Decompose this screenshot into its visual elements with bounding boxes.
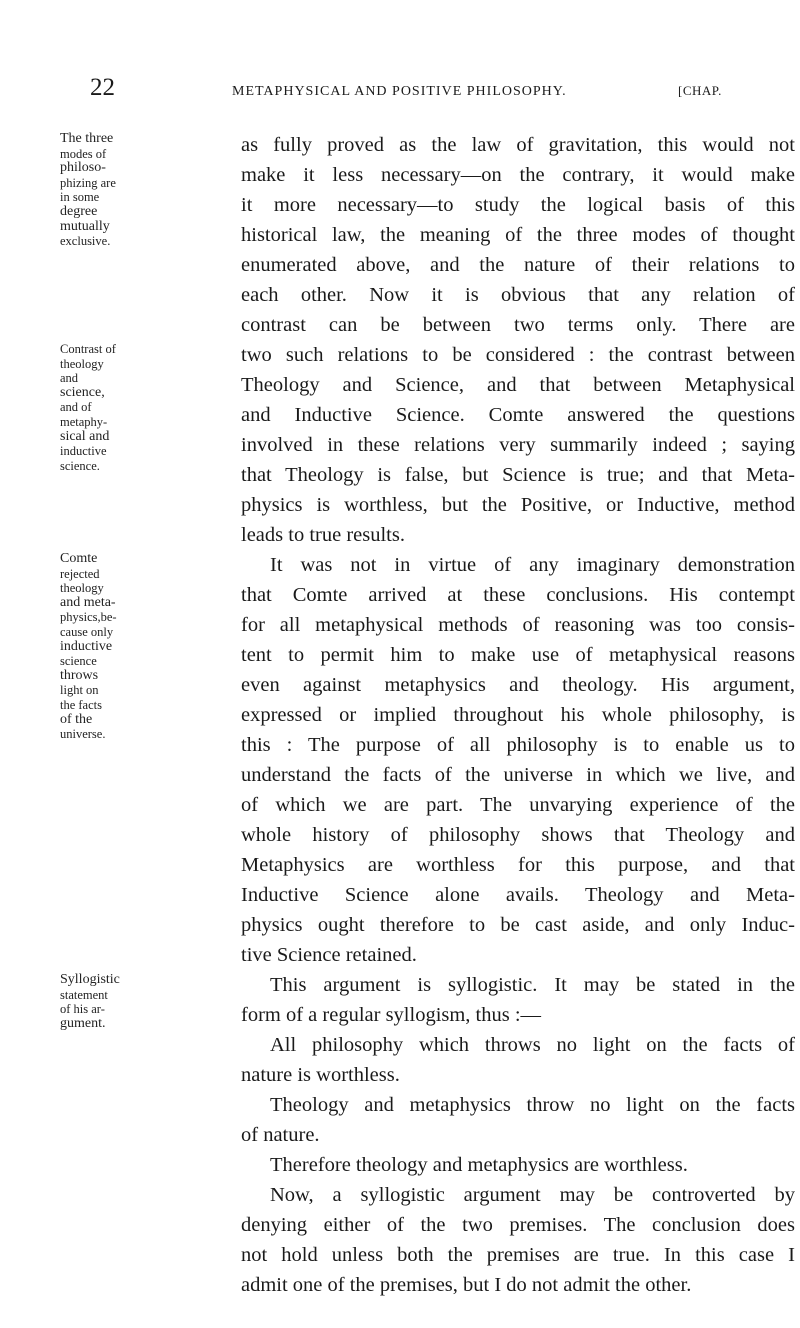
sidenote-line: theology xyxy=(60,356,104,371)
body-line: leads to true results. xyxy=(241,524,405,546)
sidenote-contrast xyxy=(60,342,132,473)
sidenote-line: and meta- xyxy=(60,594,116,610)
body-line: of which we are part. The unvarying experience of the xyxy=(241,794,795,816)
body-line: as fully proved as the law of gravitation, this would not xyxy=(241,134,795,156)
sidenote-line: Contrast of xyxy=(60,342,116,356)
sidenote-line: Syllogistic xyxy=(60,972,120,987)
body-line: expressed or implied throughout his whole philosophy, is xyxy=(241,704,795,726)
sidenote-line: of the xyxy=(60,711,93,727)
syllogism-major-premise-cont: nature is worthless. xyxy=(241,1064,400,1086)
running-title: METAPHYSICAL AND POSITIVE PHILOSOPHY. xyxy=(232,84,567,99)
sidenote-line: throws xyxy=(60,667,99,683)
body-line: not hold unless both the premises are true. In this case I xyxy=(241,1244,795,1266)
sidenote-line: of his ar- xyxy=(60,1002,105,1017)
body-line: enumerated above, and the nature of their relations to xyxy=(241,254,795,276)
body-line: physics ought therefore to be cast aside, and only Induc- xyxy=(241,914,795,936)
sidenote-line: sical and xyxy=(60,428,110,444)
chapter-marker: [CHAP. xyxy=(678,83,722,98)
sidenote-line: statement xyxy=(60,987,108,1002)
sidenote-line: exclusive. xyxy=(60,234,111,249)
body-line: involved in these relations very summarily indeed ; saying xyxy=(241,434,795,456)
sidenote-line: mutually xyxy=(60,218,110,234)
sidenote-line: philoso- xyxy=(60,160,106,176)
sidenote-line: theology xyxy=(60,581,104,596)
body-line: tent to permit him to make use of metaphysical reasons xyxy=(241,644,795,666)
body-line: that Comte arrived at these conclusions. His contempt xyxy=(241,584,795,606)
sidenote-line: gument. xyxy=(60,1015,106,1031)
body-line: make it less necessary—on the contrary, it would make xyxy=(241,164,795,186)
body-line: it more necessary—to study the logical basis of this xyxy=(241,194,795,216)
sidenote-line: and xyxy=(60,371,79,386)
sidenote-line: physics,be- xyxy=(60,610,117,625)
body-line: that Theology is false, but Science is true; and that Meta- xyxy=(241,464,795,486)
sidenote-line: in some xyxy=(60,190,100,205)
sidenote-line: Comte xyxy=(60,551,98,566)
sidenote-line: light on xyxy=(60,683,99,698)
body-line: understand the facts of the universe in which we live, and xyxy=(241,764,795,786)
body-line: even against metaphysics and theology. His argument, xyxy=(241,674,795,696)
body-line: each other. Now it is obvious that any relation of xyxy=(241,284,795,306)
body-line: It was not in virtue of any imaginary demonstration xyxy=(270,554,795,576)
sidenote-line: degree xyxy=(60,203,98,219)
sidenote-syllogistic xyxy=(60,973,132,1031)
sidenote-line: science, xyxy=(60,384,105,400)
sidenote-comte-rejected xyxy=(60,552,132,742)
page-number: 22 xyxy=(90,74,115,101)
sidenote-line: The three xyxy=(60,131,114,146)
body-line: form of a regular syllogism, thus :— xyxy=(241,1004,542,1026)
sidenote-line: metaphy- xyxy=(60,414,108,429)
syllogism-minor-premise-cont: of nature. xyxy=(241,1124,320,1146)
body-line: This argument is syllogistic. It may be stated in the xyxy=(270,974,795,996)
sidenote-line: universe. xyxy=(60,727,106,742)
body-line: this : The purpose of all philosophy is to enable us to xyxy=(241,734,795,756)
sidenote-line: and of xyxy=(60,400,92,415)
syllogism-conclusion: Therefore theology and metaphysics are worthless. xyxy=(270,1154,688,1176)
body-line: physics is worthless, but the Positive, or Inductive, method xyxy=(241,494,795,516)
body-line: and Inductive Science. Comte answered the questions xyxy=(241,404,795,426)
body-line: Now, a syllogistic argument may be controverted by xyxy=(270,1184,795,1206)
sidenote-line: phizing are xyxy=(60,175,116,190)
body-line: Metaphysics are worthless for this purpose, and that xyxy=(241,854,795,876)
body-line: admit one of the premises, but I do not admit the other. xyxy=(241,1274,692,1296)
body-line: tive Science retained. xyxy=(241,944,417,966)
syllogism-minor-premise: Theology and metaphysics throw no light on the facts xyxy=(270,1094,795,1116)
sidenote-line: science. xyxy=(60,458,100,473)
body-line: denying either of the two premises. The conclusion does xyxy=(241,1214,795,1236)
sidenote-line: inductive xyxy=(60,444,107,459)
body-line: Theology and Science, and that between Metaphysical xyxy=(241,374,795,396)
body-line: for all metaphysical methods of reasoning was too consis- xyxy=(241,614,795,636)
sidenote-three-modes xyxy=(60,132,132,249)
body-line: contrast can be between two terms only. There are xyxy=(241,314,795,336)
body-line: two such relations to be considered : the contrast between xyxy=(241,344,795,366)
sidenote-line: science xyxy=(60,654,97,669)
body-line: Inductive Science alone avails. Theology and Meta- xyxy=(241,884,795,906)
syllogism-major-premise: All philosophy which throws no light on the facts of xyxy=(270,1034,795,1056)
sidenote-line: inductive xyxy=(60,638,113,654)
sidenote-line: cause only xyxy=(60,624,114,639)
sidenote-line: rejected xyxy=(60,566,100,581)
body-line: historical law, the meaning of the three modes of thought xyxy=(241,224,795,246)
sidenote-line: the facts xyxy=(60,697,102,712)
sidenote-line: modes of xyxy=(60,146,107,161)
body-line: whole history of philosophy shows that Theology and xyxy=(241,824,795,846)
